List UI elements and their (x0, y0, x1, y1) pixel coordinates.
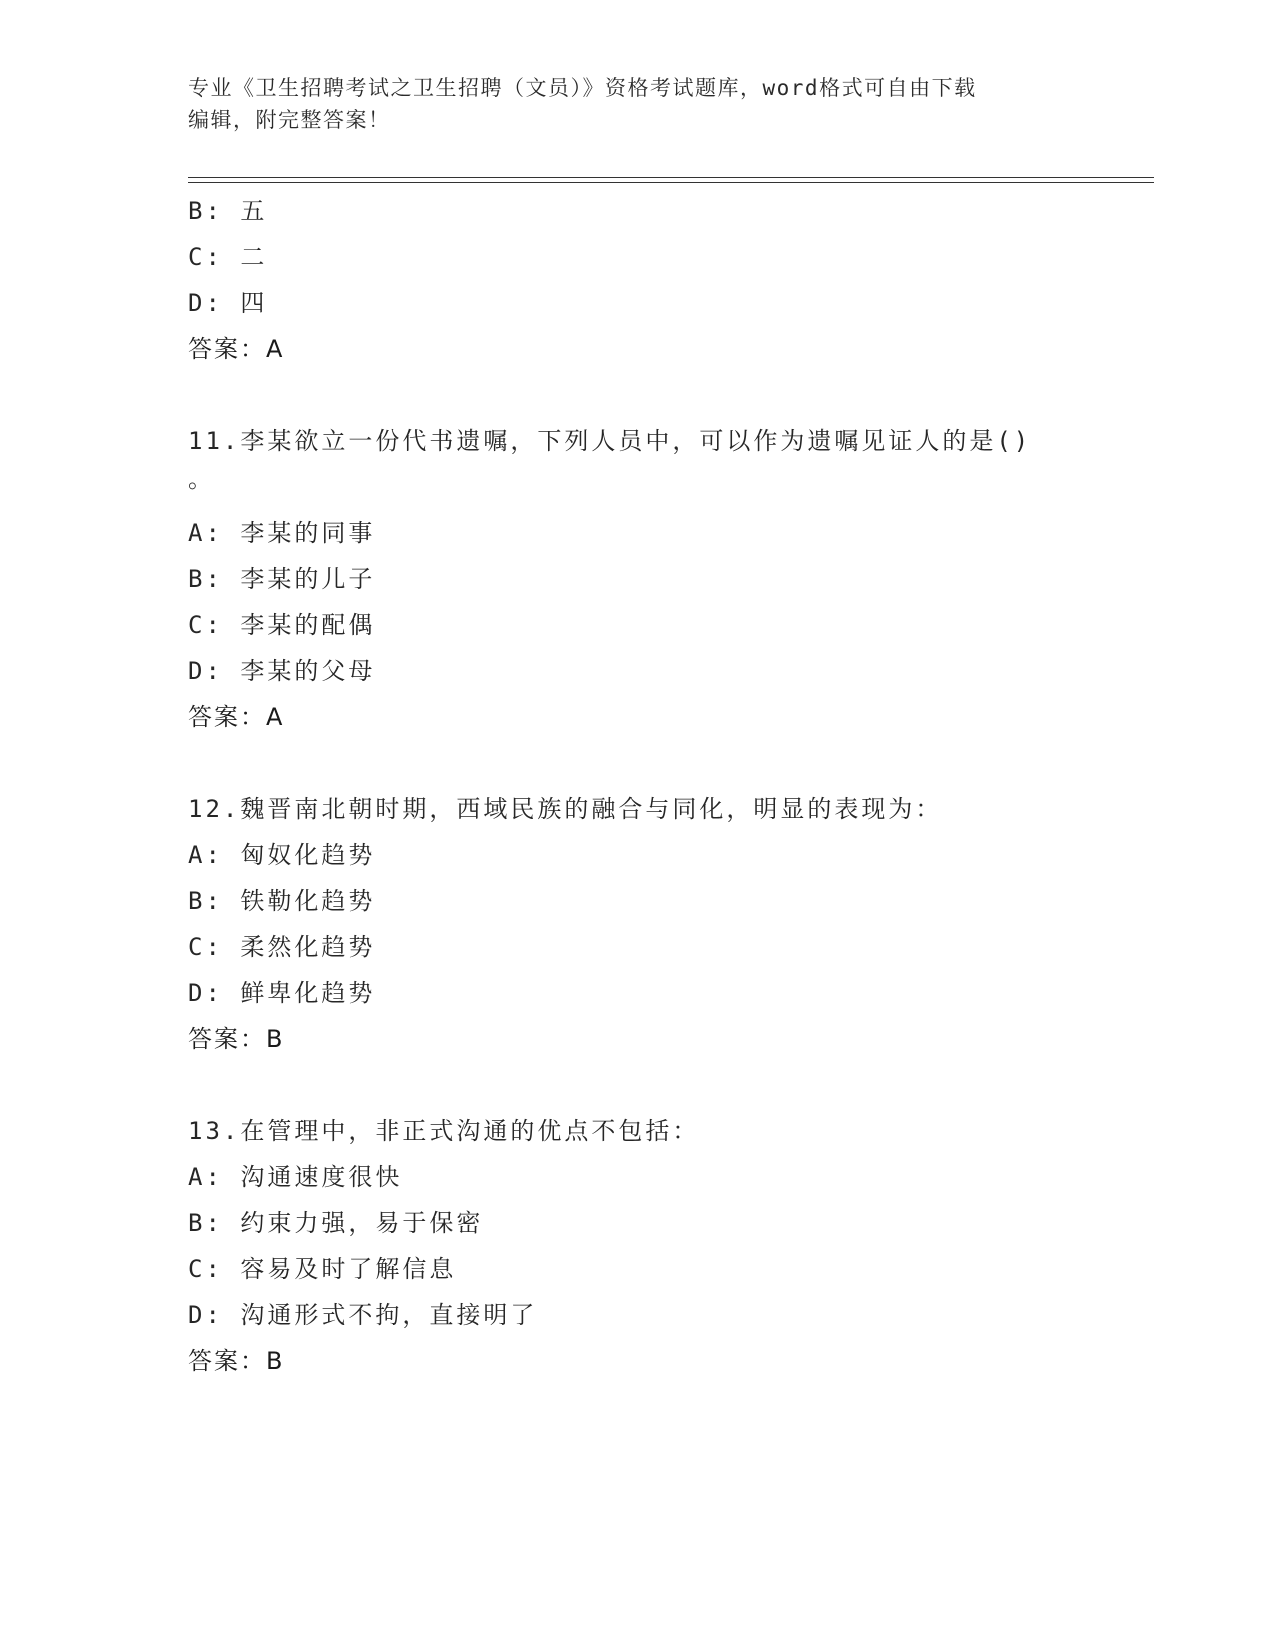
question-stem: 13.在管理中，非正式沟通的优点不包括： (188, 1117, 700, 1145)
question-block-11 (188, 418, 1088, 740)
option-a: A: 沟通速度很快 (188, 1163, 403, 1191)
option-c: C: 二 (188, 243, 268, 271)
option-b: B: 五 (188, 197, 268, 225)
question-stem: 11.李某欲立一份代书遗嘱，下列人员中，可以作为遗嘱见证人的是() (188, 427, 1032, 455)
option-d: D: 鲜卑化趋势 (188, 979, 376, 1007)
question-stem: 12.魏晋南北朝时期，西域民族的融合与同化，明显的表现为： (188, 795, 943, 823)
option-c: C: 容易及时了解信息 (188, 1255, 457, 1283)
question-block-13 (188, 1108, 1088, 1384)
option-b: B: 铁勒化趋势 (188, 887, 376, 915)
header-divider-top (188, 177, 1154, 178)
question-list (188, 188, 1088, 1384)
answer-line: 答案：A (188, 703, 285, 731)
answer-line: 答案：B (188, 1347, 285, 1375)
spacer (188, 1062, 1088, 1108)
question-block-12 (188, 786, 1088, 1062)
option-c: C: 柔然化趋势 (188, 933, 376, 961)
question-stem-tail: 。 (188, 465, 215, 493)
question-block-continued (188, 188, 1088, 372)
option-d: D: 四 (188, 289, 268, 317)
spacer (188, 372, 1088, 418)
document-header (188, 72, 1088, 136)
spacer (188, 740, 1088, 786)
option-a: A: 李某的同事 (188, 519, 376, 547)
header-divider-bottom (188, 182, 1154, 183)
option-d: D: 李某的父母 (188, 657, 376, 685)
header-line-2: 编辑，附完整答案！ (188, 108, 391, 132)
option-b: B: 约束力强，易于保密 (188, 1209, 484, 1237)
option-b: B: 李某的儿子 (188, 565, 376, 593)
option-a: A: 匈奴化趋势 (188, 841, 376, 869)
option-c: C: 李某的配偶 (188, 611, 376, 639)
option-d: D: 沟通形式不拘，直接明了 (188, 1301, 538, 1329)
header-line-1: 专业《卫生招聘考试之卫生招聘（文员）》资格考试题库，word格式可自由下载 (188, 76, 977, 100)
answer-line: 答案：B (188, 1025, 285, 1053)
answer-line: 答案：A (188, 335, 285, 363)
